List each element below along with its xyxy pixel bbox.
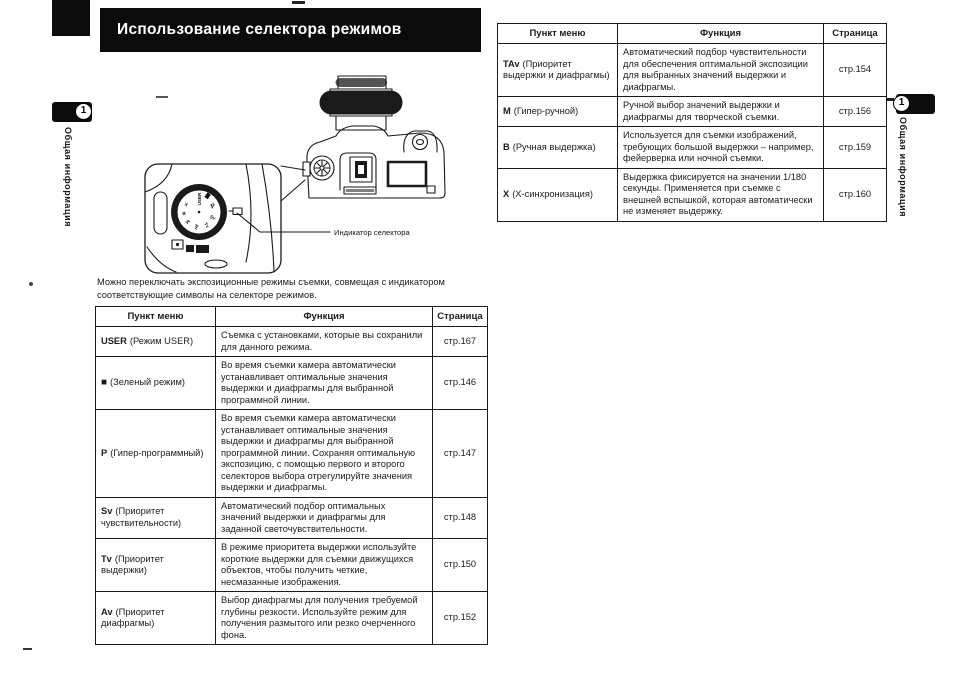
mode-symbol: USER	[101, 335, 127, 346]
mode-name: (Гипер-программный)	[110, 447, 204, 458]
mode-symbol: Av	[101, 606, 113, 617]
cell-function: Ручной выбор значений выдержки и диафрагмы для творческой съемки.	[618, 97, 824, 127]
mode-symbol: Sv	[101, 506, 113, 517]
table-row	[498, 44, 887, 97]
header-page: Страница	[433, 307, 488, 327]
mode-symbol: B	[503, 141, 510, 152]
header-menu-item: Пункт меню	[96, 307, 216, 327]
cell-menu-item	[96, 539, 216, 592]
table-row	[96, 410, 488, 498]
cell-function: Во время съемки камера автоматически устанавливает оптимальные значения выдержки и диафрагмы для выбранной программной линии. Сохраняя оптимальную экспозицию, с помощью первого и второго селекторов выбора отрегулируйте значения выдержки и диафрагмы.	[216, 410, 433, 498]
cell-function: Во время съемки камера автоматически устанавливает оптимальные значения выдержки и диафрагмы для выбранной программной линии.	[216, 357, 433, 410]
cell-menu-item	[96, 497, 216, 539]
scan-artifact-square	[52, 0, 90, 36]
cell-menu-item	[96, 592, 216, 645]
scan-mark	[29, 282, 33, 286]
scan-mark	[23, 648, 32, 650]
green-mode-symbol: ■	[101, 377, 108, 389]
table-row	[498, 168, 887, 221]
mode-name: (Ручная выдержка)	[512, 141, 596, 152]
mode-symbol: TAv	[503, 58, 520, 69]
cell-menu-item	[96, 327, 216, 357]
body-detail	[427, 186, 435, 193]
mode-symbol: Tv	[101, 553, 112, 564]
cell-function: Используется для съемки изображений, требующих большой выдержки – например, фейерверка или ночной съемки.	[618, 127, 824, 169]
cell-page: стр.159	[824, 127, 887, 169]
dial-mode-tv: Tv	[203, 221, 211, 229]
dial-mode-user: USER	[197, 192, 202, 206]
dial-mode-b: B	[181, 210, 186, 217]
header-menu-item: Пункт меню	[498, 24, 618, 44]
table-row	[96, 539, 488, 592]
table-header-row	[96, 307, 488, 327]
cell-page: стр.147	[433, 410, 488, 498]
cell-menu-item	[498, 97, 618, 127]
cell-function: Выдержка фиксируется на значении 1/180 секунды. Применяется при съемке с внешней вспышкой, которая автоматически не изменяет выдержку.	[618, 168, 824, 221]
table-row	[498, 97, 887, 127]
shutter-button-center	[417, 140, 424, 145]
mode-name: (Приоритет чувствительности)	[101, 506, 182, 528]
cell-page: стр.156	[824, 97, 887, 127]
header-function: Функция	[618, 24, 824, 44]
table-row	[96, 592, 488, 645]
mode-symbol: X	[503, 188, 510, 199]
strap-lug	[303, 162, 310, 176]
body-contour-2	[246, 164, 251, 262]
callout-line-top	[281, 166, 305, 170]
scan-mark	[292, 1, 305, 4]
camera-diagram	[140, 70, 460, 280]
cell-function: Выбор диафрагмы для получения требуемой глубины резкости. Используйте режим для получения размытого или резко очерченного фона.	[216, 592, 433, 645]
switch-block-2	[196, 245, 209, 253]
cell-function: В режиме приоритета выдержки используйте короткие выдержки для съемки движущихся объектов, чтобы получить четкие, несмазанные изображения.	[216, 539, 433, 592]
cell-menu-item	[96, 357, 216, 410]
advanced-mode-table	[497, 23, 887, 222]
camera-top-view	[303, 76, 445, 198]
hot-shoe-slot	[358, 165, 364, 174]
page-title: Использование селектора режимов	[100, 8, 481, 52]
body-contour-4	[147, 247, 176, 272]
chapter-number-badge-right: 1	[893, 95, 910, 112]
dial-mode-av: Av	[193, 223, 200, 231]
base-detail	[205, 260, 227, 268]
mode-name: (Приоритет выдержки и диафрагмы)	[503, 58, 610, 80]
mode-table	[95, 306, 488, 645]
chapter-label-right: Общая информация	[898, 117, 908, 218]
switch-dot	[176, 243, 179, 246]
cell-page: стр.152	[433, 592, 488, 645]
cell-function: Съемка с установками, которые вы сохранили для данного режима.	[216, 327, 433, 357]
header-function: Функция	[216, 307, 433, 327]
cell-function: Автоматический подбор чувствительности для обеспечения оптимальной экспозиции для выбранных значений выдержки и диафрагмы.	[618, 44, 824, 97]
switch-block-1	[186, 245, 194, 252]
grip-detail	[154, 192, 167, 234]
cell-menu-item	[96, 410, 216, 498]
dial-center	[198, 211, 201, 214]
header-page: Страница	[824, 24, 887, 44]
cell-page: стр.146	[433, 357, 488, 410]
cell-menu-item	[498, 44, 618, 97]
cell-function: Автоматический подбор оптимальных значений выдержки и диафрагмы для заданной светочувствительности.	[216, 497, 433, 539]
chapter-number-badge-left: 1	[75, 103, 92, 120]
body-contour-3	[262, 164, 274, 272]
shutter-button	[413, 135, 428, 150]
table-row	[96, 327, 488, 357]
mode-name: (X-синхронизация)	[512, 188, 593, 199]
callout-line-bottom	[281, 180, 305, 201]
cell-menu-item	[498, 168, 618, 221]
mode-name: (Зеленый режим)	[110, 377, 185, 388]
lcd-panel	[388, 162, 426, 186]
mode-name: (Приоритет выдержки)	[101, 553, 164, 575]
chapter-label-left: Общая информация	[63, 127, 73, 228]
mode-dial-detail	[145, 164, 281, 273]
table-row	[96, 497, 488, 539]
table-row	[498, 127, 887, 169]
cell-page: стр.160	[824, 168, 887, 221]
mode-name: (Режим USER)	[129, 335, 194, 346]
dial-mode-sv: Sv	[209, 214, 217, 221]
table-row	[96, 357, 488, 410]
mode-dial-small	[310, 156, 334, 180]
intro-text: Можно переключать экспозиционные режимы съемки, совмещая с индикатором соответствующие символы на селекторе режимов.	[97, 277, 445, 300]
mode-symbol: P	[101, 447, 108, 458]
cell-page: стр.167	[433, 327, 488, 357]
dial-mode-p: P	[209, 202, 217, 211]
cell-page: стр.154	[824, 44, 887, 97]
cell-menu-item	[498, 127, 618, 169]
mode-name: (Гипер-ручной)	[513, 105, 579, 116]
dial-mode-x: X	[183, 201, 189, 208]
table-header-row	[498, 24, 887, 44]
cell-page: стр.150	[433, 539, 488, 592]
dial-mode-m: M	[184, 218, 191, 225]
selector-indicator-label: Индикатор селектора	[334, 228, 410, 237]
mode-name: (Приоритет диафрагмы)	[101, 606, 165, 628]
cell-page: стр.148	[433, 497, 488, 539]
mode-symbol: M	[503, 105, 511, 116]
